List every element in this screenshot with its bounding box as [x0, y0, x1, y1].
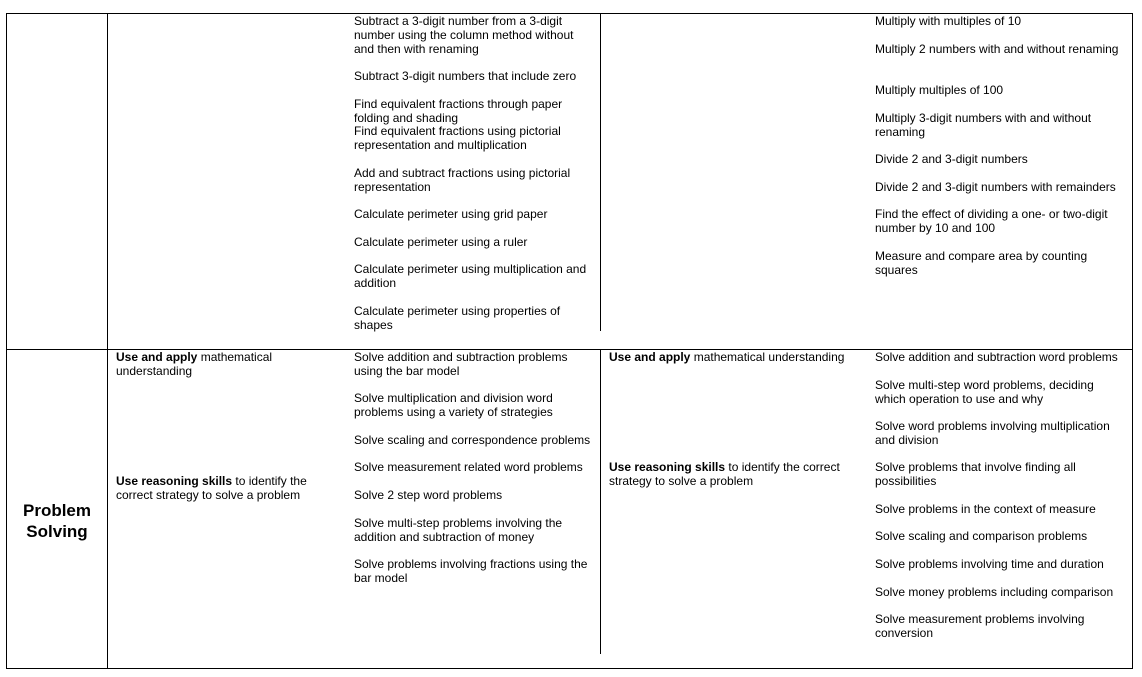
list-item: Solve measurement problems involving conversion	[875, 612, 1085, 640]
list-item: Divide 2 and 3-digit numbers with remainders	[875, 180, 1116, 194]
list-item: Solve addition and subtraction word problems	[875, 350, 1118, 364]
strand-title: Problem Solving	[22, 501, 92, 541]
list-item: Solve multi-step word problems, deciding which operation to use and why	[875, 378, 1094, 406]
list-item: Solve word problems involving multiplication and division	[875, 419, 1110, 447]
ps-col2-reasoning	[116, 474, 341, 502]
column-divider-3-lower	[600, 349, 601, 654]
list-item: Measure and compare area by counting squares	[875, 249, 1088, 277]
ps-col2-use-apply	[116, 350, 331, 378]
list-item: Solve problems that involve finding all possibilities	[875, 460, 1076, 488]
ps-col4-reasoning	[609, 460, 849, 488]
list-item: Add and subtract fractions using pictorial representation	[354, 166, 571, 194]
list-item: Solve 2 step word problems	[354, 488, 503, 502]
bold-text: Use reasoning skills	[609, 460, 726, 474]
list-item: Solve problems involving time and duration	[875, 557, 1104, 571]
list-item: Find equivalent fractions using pictorial representation and multiplication	[354, 124, 561, 152]
bold-text: Use and apply	[116, 350, 198, 364]
list-item: Find equivalent fractions through paper folding and shading	[354, 97, 563, 125]
list-item: Solve multiplication and division word problems using a variety of strategies	[354, 391, 553, 419]
list-item: Find the effect of dividing a one- or two-digit number by 10 and 100	[875, 207, 1108, 235]
bold-text: Use and apply	[609, 350, 691, 364]
list-item: Multiply 3-digit numbers with and without renaming	[875, 111, 1092, 139]
list-item: Solve money problems including comparison	[875, 585, 1114, 599]
column-divider-1	[107, 13, 108, 669]
table-border-bottom	[6, 668, 1133, 669]
table-border-right	[1132, 13, 1133, 669]
list-item: Solve problems in the context of measure	[875, 502, 1096, 516]
text: to identify the correct strategy to solve a problem	[116, 474, 307, 502]
list-item: Solve measurement related word problems	[354, 460, 583, 474]
list-item: Multiply 2 numbers with and without renaming	[875, 42, 1119, 56]
list-item: Multiply multiples of 100	[875, 83, 1004, 97]
text: to identify the correct strategy to solve a problem	[609, 460, 840, 488]
list-item: Multiply with multiples of 10	[875, 14, 1022, 28]
column-divider-3	[600, 13, 601, 331]
list-item: Solve addition and subtraction problems using the bar model	[354, 350, 568, 378]
bold-text: Use reasoning skills	[116, 474, 233, 488]
list-item: Divide 2 and 3-digit numbers	[875, 152, 1028, 166]
text: mathematical understanding	[116, 350, 273, 378]
list-item: Calculate perimeter using grid paper	[354, 207, 548, 221]
list-item: Subtract a 3-digit number from a 3-digit number using the column method without and then with renaming	[354, 14, 574, 56]
list-item: Calculate perimeter using multiplication and addition	[354, 262, 587, 290]
list-item: Subtract 3-digit numbers that include zero	[354, 69, 577, 83]
text: mathematical understanding	[690, 350, 845, 364]
list-item: Solve scaling and correspondence problems	[354, 433, 591, 447]
list-item: Solve problems involving fractions using the bar model	[354, 557, 588, 585]
list-item: Solve scaling and comparison problems	[875, 529, 1088, 543]
list-item: Calculate perimeter using a ruler	[354, 235, 528, 249]
ps-col4-use-apply	[609, 350, 859, 364]
list-item: Calculate perimeter using properties of shapes	[354, 304, 561, 332]
table-border-left	[6, 13, 7, 669]
list-item: Solve multi-step problems involving the addition and subtraction of money	[354, 516, 563, 544]
